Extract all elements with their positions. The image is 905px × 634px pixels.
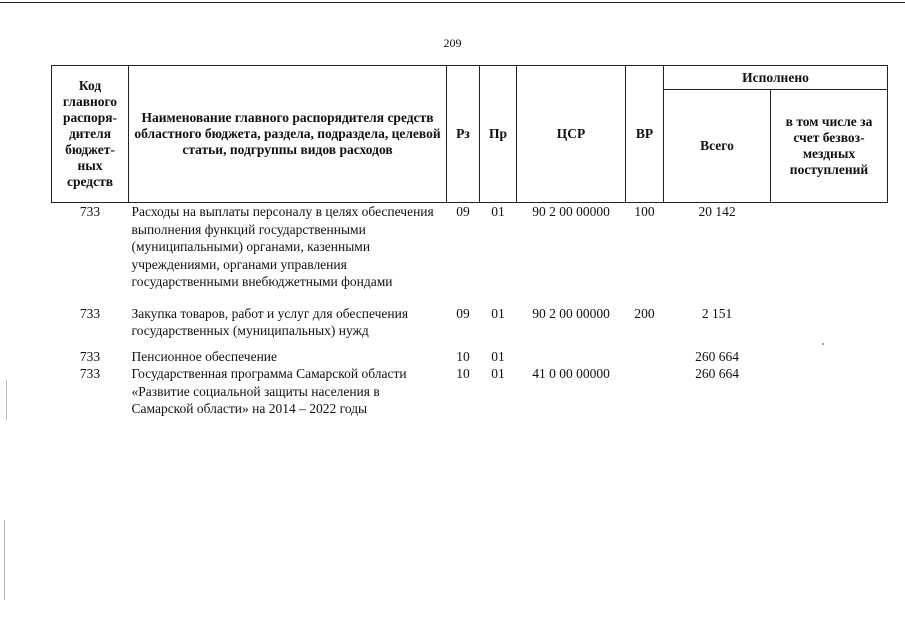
cell-gratuitous	[771, 365, 888, 418]
cell-gratuitous	[771, 305, 888, 340]
cell-rz: 10	[456, 348, 470, 364]
header-pr: Пр	[480, 66, 517, 203]
cell-rz: 10	[456, 366, 470, 381]
table-row	[52, 203, 888, 291]
cell-gratuitous	[771, 203, 888, 291]
header-vr: ВР	[626, 66, 664, 203]
table-row	[52, 365, 888, 418]
cell-code: 733	[79, 348, 101, 364]
cell-csr: 90 2 00 00000	[532, 305, 610, 321]
cell-pr: 01	[491, 204, 505, 219]
cell-vr: 200	[634, 305, 655, 321]
scan-speck	[4, 520, 5, 600]
cell-csr: 41 0 00 00000	[532, 366, 610, 381]
cell-gratuitous	[771, 348, 888, 366]
cell-pr: 01	[491, 305, 505, 321]
cell-total: 260 664	[695, 348, 739, 364]
budget-table	[51, 65, 888, 418]
scan-speck	[6, 380, 7, 420]
cell-vr	[626, 365, 664, 418]
header-csr: ЦСР	[517, 66, 626, 203]
header-total: Всего	[664, 90, 771, 203]
cell-pr: 01	[491, 348, 505, 364]
cell-csr	[517, 348, 626, 366]
header-gratuitous: в том числе за счет безвоз-мездных поступлений	[771, 90, 888, 203]
cell-name: Государственная программа Самарской области «Развитие социальной защиты населения в Самарской области» на 2014 – 2022 годы	[131, 366, 407, 416]
cell-code: 733	[79, 305, 101, 321]
cell-code: 733	[79, 204, 101, 219]
cell-csr: 90 2 00 00000	[532, 204, 610, 219]
cell-vr	[626, 348, 664, 366]
cell-name: Закупка товаров, работ и услуг для обеспечения государственных (муниципальных) нужд	[131, 305, 409, 338]
cell-total: 20 142	[698, 204, 736, 219]
table-row	[52, 348, 888, 366]
top-rule	[0, 2, 905, 3]
cell-name: Пенсионное обеспечение	[131, 348, 278, 364]
header-code: Код главного распоря-дителя бюджет-ных средств	[52, 66, 129, 203]
header-rz: Рз	[447, 66, 480, 203]
scan-speck	[822, 343, 824, 345]
cell-rz: 09	[456, 305, 470, 321]
cell-name: Расходы на выплаты персоналу в целях обеспечения выполнения функций государственными (муниципальными) органами, казенными учреждениями, органами управления государственными внебюджетными фондами	[131, 204, 434, 289]
cell-code: 733	[79, 366, 101, 381]
cell-vr: 100	[634, 204, 655, 219]
table-row	[52, 305, 888, 340]
cell-total: 2 151	[701, 305, 733, 321]
cell-pr: 01	[491, 366, 505, 381]
header-name: Наименование главного распорядителя средств областного бюджета, раздела, подраздела, целевой статьи, подгруппы видов расходов	[129, 66, 447, 203]
page-number: 209	[443, 36, 462, 50]
cell-rz: 09	[456, 204, 470, 219]
header-executed: Исполнено	[664, 66, 888, 90]
cell-total: 260 664	[695, 366, 739, 381]
